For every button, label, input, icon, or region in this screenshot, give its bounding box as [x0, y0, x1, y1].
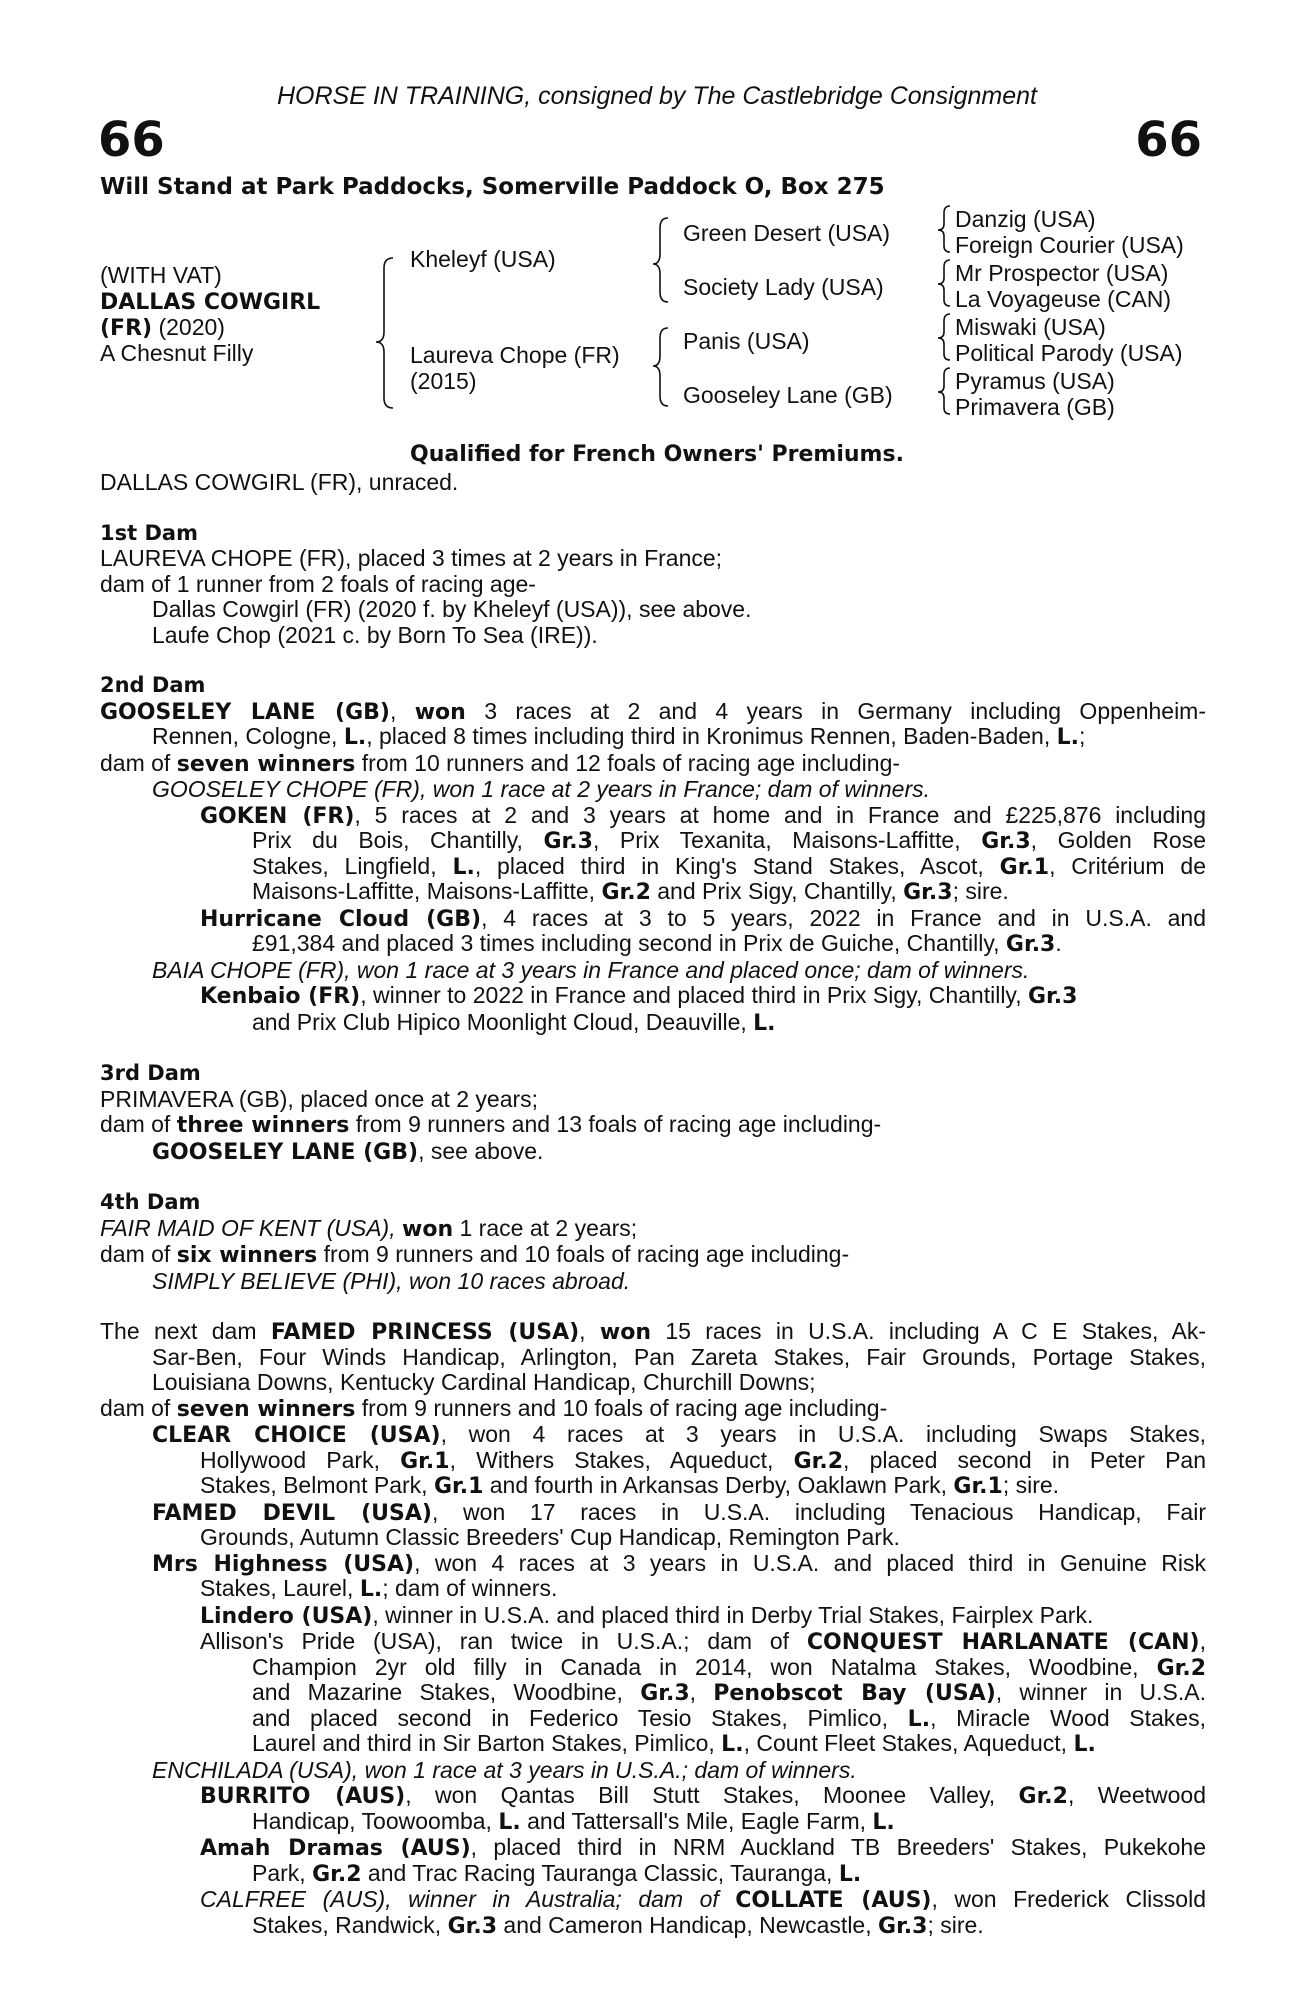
second-dam-line: Stakes, Lingfield, L., placed third in King's Stand Stakes, Ascot, Gr.1, Critérium de [252, 853, 1206, 879]
fourth-dam-line: FAIR MAID OF KENT (USA), won 1 race at 2 years; [100, 1214, 638, 1242]
horse-origin: (FR) [100, 316, 153, 341]
ancestor-4: La Voyageuse (CAN) [955, 286, 1172, 312]
horse-name-text: DALLAS COWGIRL [100, 290, 321, 315]
ancestor-7: Pyramus (USA) [955, 368, 1115, 394]
next-dam-line: Stakes, Belmont Park, Gr.1 and fourth in Arkansas Derby, Oaklawn Park, Gr.1; sire. [200, 1472, 1060, 1499]
next-dam-line: and Mazarine Stakes, Woodbine, Gr.3, Penobscot Bay (USA), winner in U.S.A. [252, 1680, 1206, 1706]
ancestor-1: Danzig (USA) [955, 206, 1096, 232]
next-dam-line: ENCHILADA (USA), won 1 race at 3 years in U.S.A.; dam of winners. [152, 1756, 857, 1783]
dam-name: Laureva Chope (FR) [410, 342, 620, 368]
dam-dam: Gooseley Lane (GB) [683, 382, 893, 408]
third-dam-line: GOOSELEY LANE (GB), see above. [152, 1137, 544, 1165]
lot-number-right: 66 [1135, 112, 1202, 168]
second-dam-line: BAIA CHOPE (FR), won 1 race at 3 years in France and placed once; dam of winners. [152, 956, 1030, 983]
second-dam-line: GOKEN (FR), 5 races at 2 and 3 years at home and in France and £225,876 including [200, 802, 1206, 828]
sire-dam: Society Lady (USA) [683, 274, 884, 300]
next-dam-line: dam of seven winners from 9 runners and 10 foals of racing age including- [100, 1394, 888, 1422]
fourth-dam-line: SIMPLY BELIEVE (PHI), won 10 races abroad. [152, 1267, 631, 1294]
ancestor-6: Political Parody (USA) [955, 340, 1183, 366]
third-dam-line: dam of three winners from 9 runners and 13 foals of racing age including- [100, 1111, 882, 1138]
second-dam-line: Hurricane Cloud (GB), 4 races at 3 to 5 years, 2022 in France and in U.S.A. and [200, 905, 1206, 931]
fourth-dam-line: dam of six winners from 9 runners and 10 foals of racing age including- [100, 1241, 850, 1268]
second-dam-line: dam of seven winners from 10 runners and 12 foals of racing age including- [100, 749, 901, 777]
next-dam-line: Park, Gr.2 and Trac Racing Tauranga Classic, Tauranga, L. [252, 1859, 862, 1887]
next-dam-line: Mrs Highness (USA), won 4 races at 3 years in U.S.A. and placed third in Genuine Risk [152, 1550, 1206, 1576]
horse-year: (2020) [152, 314, 225, 340]
next-dam-line: Louisiana Downs, Kentucky Cardinal Handicap, Churchill Downs; [152, 1369, 816, 1395]
next-dam-line: Sar-Ben, Four Winds Handicap, Arlington, Pan Zareta Stakes, Fair Grounds, Portage Stakes, [152, 1344, 1206, 1370]
next-dam-line: CLEAR CHOICE (USA), won 4 races at 3 years in U.S.A. including Swaps Stakes, [152, 1422, 1206, 1448]
dam-year: (2015) [410, 368, 477, 394]
next-dam-line: Lindero (USA), winner in U.S.A. and placed third in Derby Trial Stakes, Fairplex Park. [200, 1601, 1094, 1629]
first-dam-line: dam of 1 runner from 2 foals of racing age- [100, 570, 536, 597]
next-dam-line: Laurel and third in Sir Barton Stakes, Pimlico, L., Count Fleet Stakes, Aqueduct, L. [252, 1730, 1096, 1757]
ancestor-3: Mr Prospector (USA) [955, 260, 1169, 286]
ancestor-2: Foreign Courier (USA) [955, 232, 1184, 258]
lot-number-left: 66 [98, 112, 165, 168]
ancestor-8: Primavera (GB) [955, 394, 1115, 420]
fourth-dam-heading: 4th Dam [100, 1190, 201, 1214]
pedigree-braces [0, 0, 1314, 440]
next-dam-line: Stakes, Randwick, Gr.3 and Cameron Handicap, Newcastle, Gr.3; sire. [252, 1911, 984, 1939]
first-dam-heading: 1st Dam [100, 520, 198, 545]
second-dam-line: £91,384 and placed 3 times including second in Prix de Guiche, Chantilly, Gr.3. [252, 930, 1062, 957]
next-dam-line: and placed second in Federico Tesio Stakes, Pimlico, L., Miracle Wood Stakes, [252, 1705, 1206, 1731]
second-dam-line: Rennen, Cologne, L., placed 8 times including third in Kronimus Rennen, Baden-Baden, L.; [152, 723, 1086, 750]
next-dam-line: Stakes, Laurel, L.; dam of winners. [200, 1575, 558, 1602]
stand-location: Will Stand at Park Paddocks, Somerville Paddock O, Box 275 [100, 174, 885, 200]
dam-sire: Panis (USA) [683, 328, 810, 354]
second-dam-line: GOOSELEY LANE (GB), won 3 races at 2 and 4 years in Germany including Oppenheim- [100, 698, 1206, 724]
second-dam-line: Maisons-Laffitte, Maisons-Laffitte, Gr.2 and Prix Sigy, Chantilly, Gr.3; sire. [252, 878, 1009, 905]
horse-origin-year [100, 314, 225, 342]
first-dam-line: LAUREVA CHOPE (FR), placed 3 times at 2 years in France; [100, 545, 723, 571]
sire-name: Kheleyf (USA) [410, 246, 556, 272]
second-dam-line: and Prix Club Hipico Moonlight Cloud, Deauville, L. [252, 1008, 776, 1036]
horse-description: A Chesnut Filly [100, 340, 254, 366]
third-dam-heading: 3rd Dam [100, 1061, 201, 1085]
next-dam-line: CALFREE (AUS), winner in Australia; dam of COLLATE (AUS), won Frederick Clissold [200, 1887, 1206, 1913]
next-dam-line: Hollywood Park, Gr.1, Withers Stakes, Aqueduct, Gr.2, placed second in Peter Pan [200, 1447, 1206, 1473]
unraced-line: DALLAS COWGIRL (FR), unraced. [100, 469, 459, 495]
second-dam-line: Kenbaio (FR), winner to 2022 in France and placed third in Prix Sigy, Chantilly, Gr.3 [200, 982, 1078, 1009]
vat-note: (WITH VAT) [100, 262, 222, 288]
horse-name [100, 288, 320, 316]
sire-sire: Green Desert (USA) [683, 220, 891, 246]
next-dam-line: Handicap, Toowoomba, L. and Tattersall's Mile, Eagle Farm, L. [252, 1807, 895, 1835]
next-dam-line: Allison's Pride (USA), ran twice in U.S.A.; dam of CONQUEST HARLANATE (CAN), [200, 1629, 1206, 1655]
first-dam-line: Dallas Cowgirl (FR) (2020 f. by Kheleyf (USA)), see above. [152, 596, 752, 622]
second-dam-heading: 2nd Dam [100, 673, 206, 697]
page-header: HORSE IN TRAINING, consigned by The Castlebridge Consignment [276, 82, 1038, 110]
next-dam-line: FAMED DEVIL (USA), won 17 races in U.S.A. including Tenacious Handicap, Fair [152, 1499, 1206, 1525]
ancestor-5: Miswaki (USA) [955, 314, 1106, 340]
catalogue-body [100, 470, 1206, 1939]
third-dam-line: PRIMAVERA (GB), placed once at 2 years; [100, 1085, 539, 1112]
next-dam-line: Champion 2yr old filly in Canada in 2014, won Natalma Stakes, Woodbine, Gr.2 [252, 1654, 1206, 1680]
next-dam-line: The next dam FAMED PRINCESS (USA), won 15 races in U.S.A. including A C E Stakes, Ak- [100, 1319, 1206, 1345]
first-dam-line: Laufe Chop (2021 c. by Born To Sea (IRE)). [152, 621, 598, 648]
next-dam-line: BURRITO (AUS), won Qantas Bill Stutt Stakes, Moonee Valley, Gr.2, Weetwood [200, 1783, 1206, 1809]
second-dam-line: Prix du Bois, Chantilly, Gr.3, Prix Texanita, Maisons-Laffitte, Gr.3, Golden Rose [252, 828, 1206, 854]
next-dam-line: Amah Dramas (AUS), placed third in NRM Auckland TB Breeders' Stakes, Pukekohe [200, 1835, 1206, 1861]
qualified-note: Qualified for French Owners' Premiums. [410, 442, 904, 467]
next-dam-line: Grounds, Autumn Classic Breeders' Cup Handicap, Remington Park. [200, 1524, 900, 1550]
second-dam-line: GOOSELEY CHOPE (FR), won 1 race at 2 years in France; dam of winners. [152, 776, 931, 802]
